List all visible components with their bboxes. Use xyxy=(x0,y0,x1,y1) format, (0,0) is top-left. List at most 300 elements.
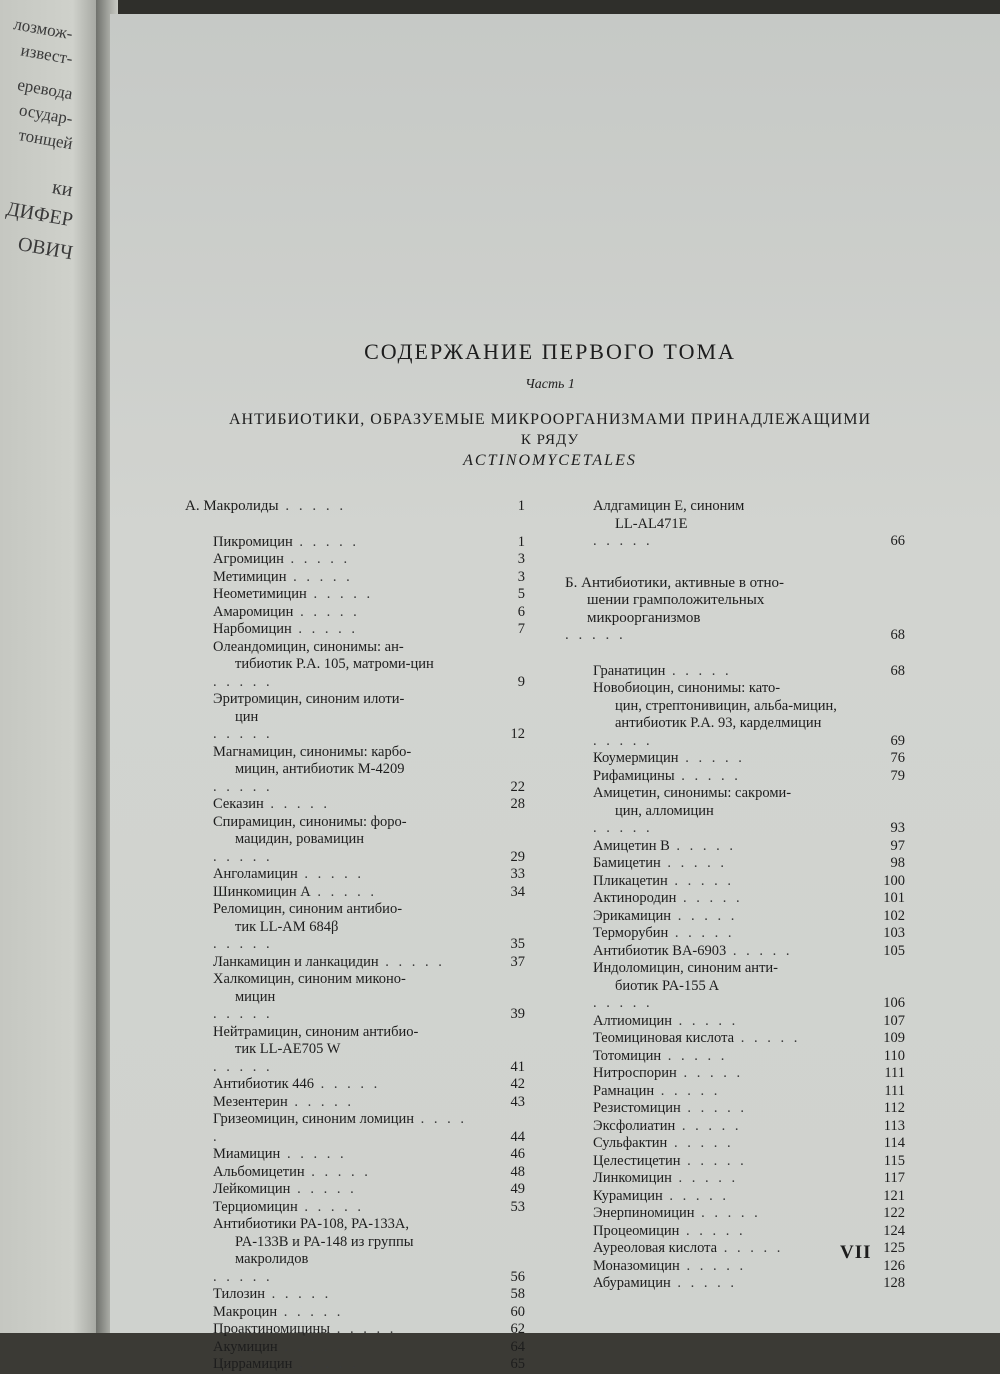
leader-dots: . . . . . xyxy=(593,732,653,749)
toc-entry-text xyxy=(593,838,855,856)
toc-entry-page: 22 xyxy=(510,778,525,795)
toc-entry-title: Альбомицетин xyxy=(213,1163,305,1180)
toc-entry-title: Пликацетин xyxy=(593,872,668,889)
toc-entry xyxy=(565,1083,905,1101)
toc-entry-title: Тилозин xyxy=(213,1286,265,1302)
toc-entry-text xyxy=(185,498,475,516)
toc-entry-text xyxy=(213,1024,475,1077)
toc-entry xyxy=(185,866,525,884)
toc-entry-page: 3 xyxy=(517,551,525,567)
toc-entry-title: Амицетин В xyxy=(593,837,670,854)
toc-entry-title: Терциомицин xyxy=(213,1198,298,1215)
leader-dots: . . . . . xyxy=(213,1111,468,1145)
toc-entry-title: Рифамицины xyxy=(593,767,675,784)
toc-entry-title: Актинородин xyxy=(593,890,677,906)
toc-entry-text xyxy=(593,1205,855,1223)
toc-entry-page: 68 xyxy=(890,627,905,643)
toc-entry-text xyxy=(213,1199,475,1217)
toc-entry-text xyxy=(213,1094,475,1112)
toc-entry xyxy=(185,1146,525,1164)
toc-entry xyxy=(185,534,525,552)
leader-dots: . . . . . xyxy=(680,1100,747,1116)
toc-entry-continuation: цин, стрептонивицин, альба-мицин, антибиотик P.A. 93, карделмицин xyxy=(615,697,837,731)
toc-entry-continuation: мацидин, ровамицин xyxy=(235,831,364,847)
toc-entry-title: Циррамицин xyxy=(213,1356,293,1372)
toc-entry-page: 64 xyxy=(510,1338,525,1355)
toc-entry xyxy=(185,796,525,814)
leader-dots: . . . . . xyxy=(287,1093,355,1110)
toc-entry-text xyxy=(593,1275,855,1293)
toc-entry-title: Ауреоловая кислота xyxy=(593,1240,718,1256)
toc-entry xyxy=(185,691,525,744)
toc-entry xyxy=(185,1094,525,1112)
toc-entry xyxy=(565,1188,905,1206)
toc-entry xyxy=(185,1076,525,1094)
toc-entry-title: Резистомицин xyxy=(593,1100,681,1116)
toc-entry-page: 65 xyxy=(510,1356,525,1372)
leader-dots: . . . . . xyxy=(213,778,273,795)
toc-entry-title: Акумицин xyxy=(213,1338,278,1355)
toc-entry-page: 33 xyxy=(510,866,525,882)
toc-entry xyxy=(565,575,905,645)
toc-entry xyxy=(565,1065,905,1083)
toc-entry xyxy=(185,901,525,954)
toc-entry-title: Алтиомицин xyxy=(593,1012,672,1029)
leader-dots: . . . . . xyxy=(310,883,377,900)
toc-entry-title: Нарбомицин xyxy=(213,621,292,637)
toc-entry-title: Халкомицин, синоним миконо- xyxy=(213,971,406,987)
toc-entry-text xyxy=(593,680,855,750)
toc-entry xyxy=(565,785,905,838)
toc-entry-text xyxy=(213,884,475,902)
toc-entry-continuation: мицин xyxy=(235,988,276,1005)
toc-entry-title: Магнамицин, синонимы: карбо- xyxy=(213,743,412,760)
toc-entry-page: 62 xyxy=(510,1321,525,1337)
toc-entry-text xyxy=(213,866,475,884)
leader-dots: . . . . . xyxy=(672,1012,739,1029)
toc-entry-title: Реломицин, синоним антибио- xyxy=(213,901,403,917)
toc-entry-title: Эрикамицин xyxy=(593,907,672,924)
toc-entry-text xyxy=(593,663,855,681)
toc-right-column xyxy=(565,498,905,1293)
leader-dots: . . . . . xyxy=(277,1338,344,1355)
toc-entry-page: 101 xyxy=(883,890,905,906)
toc-entry xyxy=(565,1013,905,1031)
toc-entry xyxy=(565,960,905,1013)
toc-entry-title: Теомициновая кислота xyxy=(593,1030,735,1046)
toc-entry-page: 69 xyxy=(890,732,905,749)
toc-entry-page: 114 xyxy=(883,1135,905,1151)
leader-dots: . . . . . xyxy=(280,1146,347,1162)
toc-entry-page: 107 xyxy=(883,1012,905,1029)
toc-entry xyxy=(565,750,905,768)
toc-entry-title: Лейкомицин xyxy=(213,1181,291,1197)
toc-entry-page: 1 xyxy=(517,533,525,550)
toc-entry xyxy=(565,873,905,891)
subtitle-line-1: АНТИБИОТИКИ, ОБРАЗУЕМЫЕ МИКРООРГАНИЗМАМИ ПРИНАДЛЕЖАЩИМИ xyxy=(228,411,872,428)
toc-content xyxy=(110,14,1000,1372)
toc-entry-continuation: LL-AL471E xyxy=(615,515,688,532)
toc-entry-page: 112 xyxy=(883,1100,905,1116)
leader-dots: . . . . . xyxy=(292,1356,359,1372)
leader-dots: . . . . . xyxy=(293,603,360,620)
toc-entry xyxy=(185,954,525,972)
toc-entry-text xyxy=(213,604,475,622)
leader-dots: . . . . . xyxy=(277,1303,344,1320)
toc-entry-page: 113 xyxy=(883,1117,905,1134)
toc-entry-title: Тотомицин xyxy=(593,1047,662,1064)
toc-entry-text xyxy=(593,1083,855,1101)
toc-entry-title: А. Макролиды xyxy=(185,498,279,514)
toc-entry-continuation: тик LL-AM 684β xyxy=(235,918,339,935)
toc-entry xyxy=(565,1048,905,1066)
toc-entry xyxy=(565,680,905,750)
left-page xyxy=(0,0,104,1333)
page-number: VII xyxy=(840,1242,872,1263)
page-title: СОДЕРЖАНИЕ ПЕРВОГО ТОМА xyxy=(364,339,736,364)
leader-dots: . . . . . xyxy=(661,1047,728,1064)
toc-entry xyxy=(185,1199,525,1217)
toc-entry-text xyxy=(213,1111,475,1146)
toc-entry-title: Коумермицин xyxy=(593,750,679,766)
toc-entry-page: 109 xyxy=(883,1030,905,1046)
leader-dots: . . . . . xyxy=(667,872,735,889)
toc-entry-text xyxy=(593,1065,855,1083)
toc-entry-title: Проактиномицины xyxy=(213,1321,331,1337)
toc-entry-text xyxy=(213,814,475,867)
leader-dots: . . . . . xyxy=(304,1163,371,1180)
leader-dots: . . . . . xyxy=(667,1135,734,1151)
toc-entry xyxy=(185,1304,525,1322)
toc-entry-title: Б. Антибиотики, активные в отно- xyxy=(565,574,785,591)
leader-dots: . . . . . xyxy=(286,568,353,585)
toc-entry-title: Энерпиномицин xyxy=(593,1205,695,1221)
toc-entry-text xyxy=(213,796,475,814)
toc-entry-text xyxy=(593,1048,855,1066)
toc-entry-page: 49 xyxy=(510,1181,525,1197)
toc-entry-page: 60 xyxy=(510,1303,525,1320)
leader-dots: . . . . . xyxy=(213,1268,273,1285)
leader-dots: . . . . . xyxy=(378,953,445,970)
toc-entry-continuation: цин xyxy=(235,708,259,725)
toc-entry-title: Антибиотик BA-6903 xyxy=(593,942,727,959)
toc-entry-title: Ланкамицин и ланкацидин xyxy=(213,953,379,970)
toc-entry-text xyxy=(593,1188,855,1206)
toc-entry xyxy=(565,663,905,681)
leader-dots: . . . . . xyxy=(679,1222,746,1239)
toc-entry xyxy=(565,1275,905,1293)
toc-entry xyxy=(565,925,905,943)
toc-entry-title: Антибиотики PA-108, PA-133A, xyxy=(213,1216,409,1232)
toc-entry-text xyxy=(593,1223,855,1241)
leader-dots: . . . . . xyxy=(290,1181,357,1197)
toc-entry-page: 53 xyxy=(510,1198,525,1215)
toc-entry-title: Мезентерин xyxy=(213,1093,288,1110)
toc-entry-page: 121 xyxy=(883,1187,905,1204)
toc-entry-text xyxy=(593,855,855,873)
toc-entry-title: Гранатицин xyxy=(593,662,666,679)
toc-entry-continuation: тибиотик P.A. 105, матроми-цин xyxy=(235,656,434,672)
toc-entry-page: 68 xyxy=(890,662,905,679)
toc-entry-page: 9 xyxy=(517,673,525,690)
toc-entry xyxy=(185,971,525,1024)
toc-entry-text xyxy=(213,534,475,552)
toc-entry-text xyxy=(213,1164,475,1182)
leader-dots: . . . . . xyxy=(668,925,735,941)
toc-entry xyxy=(565,1223,905,1241)
toc-entry-title: Рамнацин xyxy=(593,1082,655,1099)
toc-entry-continuation: цин, алломицин xyxy=(615,802,714,819)
toc-entry-page: 98 xyxy=(890,855,905,871)
leader-dots: . . . . . xyxy=(278,498,347,514)
toc-entry xyxy=(565,1135,905,1153)
toc-entry-page: 48 xyxy=(510,1163,525,1180)
toc-entry-page: 124 xyxy=(883,1222,905,1239)
toc-entry-text xyxy=(213,551,475,569)
leader-dots: . . . . . xyxy=(734,1030,801,1046)
toc-entry-text xyxy=(213,954,475,972)
toc-entry-page: 42 xyxy=(510,1076,525,1092)
leader-dots: . . . . . xyxy=(297,1198,364,1215)
toc-entry xyxy=(185,586,525,604)
toc-entry-title: Макроцин xyxy=(213,1303,278,1320)
toc-entry-text xyxy=(593,768,855,786)
toc-entry-title: Новобиоцин, синонимы: като- xyxy=(593,680,781,696)
toc-entry-text xyxy=(213,1076,475,1094)
leader-dots: . . . . . xyxy=(674,767,741,784)
toc-entry-title: Индоломицин, синоним анти- xyxy=(593,960,778,976)
leader-dots: . . . . . xyxy=(565,627,626,643)
toc-entry-page: 126 xyxy=(883,1257,905,1274)
toc-entry-text xyxy=(213,1216,475,1286)
toc-entry-text xyxy=(213,971,475,1024)
toc-entry xyxy=(185,1321,525,1339)
toc-entry-text xyxy=(593,1258,855,1276)
toc-entry xyxy=(185,1181,525,1199)
toc-entry-title: Антибиотик 446 xyxy=(213,1076,315,1092)
leader-dots: . . . . . xyxy=(679,1257,747,1274)
leader-dots: . . . . . xyxy=(675,1117,742,1134)
toc-entry-title: Сульфактин xyxy=(593,1135,668,1151)
toc-entry-text xyxy=(213,1321,475,1339)
toc-entry-text xyxy=(593,873,855,891)
toc-entry-text xyxy=(593,1118,855,1136)
toc-entry-continuation: PA-133B и PA-148 из группы макролидов xyxy=(235,1233,414,1267)
left-page-line: тонщей xyxy=(17,125,75,154)
toc-entry-text xyxy=(593,943,855,961)
toc-entry-page: 3 xyxy=(517,568,525,585)
left-page-line: ки xyxy=(50,176,75,202)
left-page-line: еревода xyxy=(16,74,75,104)
toc-entry-page: 28 xyxy=(510,796,525,812)
leader-dots: . . . . . xyxy=(213,848,273,865)
leader-dots: . . . . . xyxy=(665,662,732,679)
toc-entry-text xyxy=(213,744,475,797)
toc-entry-title: Анголамицин xyxy=(213,866,298,882)
leader-dots: . . . . . xyxy=(292,533,359,550)
toc-entry-page: 29 xyxy=(510,848,525,865)
toc-entry-title: Шинкомицин А xyxy=(213,883,311,900)
toc-entry-title: Секазин xyxy=(213,796,264,812)
toc-entry-text xyxy=(593,498,855,551)
toc-entry-title: Процеомицин xyxy=(593,1222,680,1239)
leader-dots: . . . . . xyxy=(680,1152,747,1169)
spacer xyxy=(565,551,905,569)
leader-dots: . . . . . xyxy=(314,1076,381,1092)
leader-dots: . . . . . xyxy=(660,855,727,871)
toc-entry-title: Эксфолиатин xyxy=(593,1117,676,1134)
toc-entry-page: 58 xyxy=(510,1286,525,1302)
toc-entry-title: Моназомицин xyxy=(593,1257,680,1274)
leader-dots: . . . . . xyxy=(306,586,374,602)
leader-dots: . . . . . xyxy=(291,621,358,637)
toc-entry-text xyxy=(213,639,475,692)
toc-entry xyxy=(185,1356,525,1374)
toc-entry xyxy=(565,1118,905,1136)
leader-dots: . . . . . xyxy=(593,533,653,549)
toc-entry-page: 117 xyxy=(883,1170,905,1186)
toc-entry-page: 7 xyxy=(517,621,525,637)
toc-entry-text xyxy=(593,785,855,838)
leader-dots: . . . . . xyxy=(671,907,738,924)
toc-entry-text xyxy=(593,750,855,768)
toc-entry-text xyxy=(593,908,855,926)
toc-entry-page: 106 xyxy=(883,995,905,1011)
left-page-line: ДИФЕР xyxy=(4,197,75,232)
toc-entry xyxy=(565,908,905,926)
toc-entry-page: 110 xyxy=(883,1047,905,1064)
toc-entry xyxy=(565,890,905,908)
toc-entry-title: Нитроспорин xyxy=(593,1065,677,1081)
toc-entry xyxy=(185,569,525,587)
leader-dots: . . . . . xyxy=(670,1275,737,1291)
toc-entry-page: 37 xyxy=(510,953,525,970)
toc-entry xyxy=(185,1286,525,1304)
toc-entry-title: Амицетин, синонимы: сакроми- xyxy=(593,785,792,801)
toc-entry xyxy=(565,1205,905,1223)
toc-entry xyxy=(565,768,905,786)
toc-entry-page: 35 xyxy=(510,936,525,952)
leader-dots: . . . . . xyxy=(213,726,273,742)
toc-entry xyxy=(565,1153,905,1171)
toc-entry-page: 103 xyxy=(883,925,905,941)
subtitle-line-3: ACTINOMYCETALES xyxy=(463,452,637,469)
leader-dots: . . . . . xyxy=(213,1006,273,1022)
toc-entry-continuation: тик LL-AE705 W xyxy=(235,1041,341,1057)
toc-entry-text xyxy=(593,1013,855,1031)
toc-entry-page: 5 xyxy=(517,586,525,602)
toc-entry-page: 6 xyxy=(517,603,525,620)
toc-entry-page: 66 xyxy=(890,533,905,549)
toc-entry xyxy=(185,621,525,639)
toc-entry-text xyxy=(593,960,855,1013)
toc-entry-title: Спирамицин, синонимы: форо- xyxy=(213,813,407,830)
toc-entry-page: 100 xyxy=(883,872,905,889)
leader-dots: . . . . . xyxy=(213,673,273,690)
leader-dots: . . . . . xyxy=(726,942,793,959)
leader-dots: . . . . . xyxy=(676,890,743,906)
toc-entry-page: 111 xyxy=(884,1082,905,1099)
toc-entry xyxy=(185,1164,525,1182)
toc-entry xyxy=(565,1100,905,1118)
spacer xyxy=(565,645,905,663)
toc-entry-text xyxy=(213,901,475,954)
toc-entry-text xyxy=(593,1153,855,1171)
toc-entry-title: Абурамицин xyxy=(593,1275,671,1291)
leader-dots: . . . . . xyxy=(717,1240,784,1256)
toc-entry-title: Эритромицин, синоним илоти- xyxy=(213,691,405,707)
toc-entry xyxy=(185,551,525,569)
toc-entry-title: Целестицетин xyxy=(593,1152,681,1169)
toc-entry-page: 102 xyxy=(883,907,905,924)
toc-entry-page: 56 xyxy=(510,1268,525,1285)
toc-entry-text xyxy=(213,1146,475,1164)
toc-entry-text xyxy=(593,1170,855,1188)
toc-entry-title: Гризеомицин, синоним ломицин xyxy=(213,1111,415,1127)
toc-entry xyxy=(185,884,525,902)
toc-entry-text xyxy=(565,575,855,645)
leader-dots: . . . . . xyxy=(676,1065,744,1081)
toc-entry-text xyxy=(593,890,855,908)
toc-entry-text xyxy=(213,1181,475,1199)
toc-entry-text xyxy=(213,621,475,639)
subtitle-line-2: К РЯДУ xyxy=(520,432,580,448)
toc-entry xyxy=(185,1024,525,1077)
leader-dots: . . . . . xyxy=(662,1187,729,1204)
toc-entry-page: 93 xyxy=(890,820,905,836)
toc-entry-continuation: мицин, антибиотик M-4209 xyxy=(235,761,405,777)
left-page-line: лозмож- xyxy=(12,14,75,44)
toc-entry-title: Линкомицин xyxy=(593,1170,672,1186)
toc-entry xyxy=(185,639,525,692)
toc-entry-text xyxy=(213,586,475,604)
leader-dots: . . . . . xyxy=(593,995,653,1011)
left-page-line: осудар- xyxy=(17,100,75,129)
toc-entry-title: Терморубин xyxy=(593,925,669,941)
toc-entry-title: Бамицетин xyxy=(593,855,661,871)
toc-entry xyxy=(565,838,905,856)
toc-entry-title: Пикромицин xyxy=(213,533,293,550)
toc-entry-text xyxy=(213,1356,475,1374)
toc-entry xyxy=(565,855,905,873)
toc-entry xyxy=(185,814,525,867)
leader-dots: . . . . . xyxy=(213,1058,273,1075)
toc-entry-continuation: шении грамположительных микроорганизмов xyxy=(587,592,765,626)
toc-entry xyxy=(565,1030,905,1048)
toc-entry-title: Алдгамицин Е, синоним xyxy=(593,498,745,514)
leader-dots: . . . . . xyxy=(671,1170,739,1186)
toc-entry xyxy=(185,1216,525,1286)
book-page xyxy=(110,14,1000,1372)
toc-entry-text xyxy=(593,1135,855,1153)
toc-entry-title: Неометимицин xyxy=(213,586,307,602)
toc-entry-page: 111 xyxy=(884,1065,905,1081)
toc-entry-page: 122 xyxy=(883,1205,905,1221)
toc-entry-title: Олеандомицин, синонимы: ан- xyxy=(213,638,404,655)
toc-entry-continuation: биотик PA-155 A xyxy=(615,977,720,994)
leader-dots: . . . . . xyxy=(694,1205,761,1221)
toc-entry-page: 44 xyxy=(510,1128,525,1145)
leader-dots: . . . . . xyxy=(330,1321,397,1337)
leader-dots: . . . . . xyxy=(654,1082,721,1099)
leader-dots: . . . . . xyxy=(283,551,351,567)
toc-entry xyxy=(185,604,525,622)
toc-entry-text xyxy=(593,925,855,943)
toc-entry-page: 115 xyxy=(883,1152,905,1169)
toc-entry-title: Миамицин xyxy=(213,1146,281,1162)
toc-entry-page: 76 xyxy=(890,750,905,766)
toc-entry-title: Метимицин xyxy=(213,568,287,585)
